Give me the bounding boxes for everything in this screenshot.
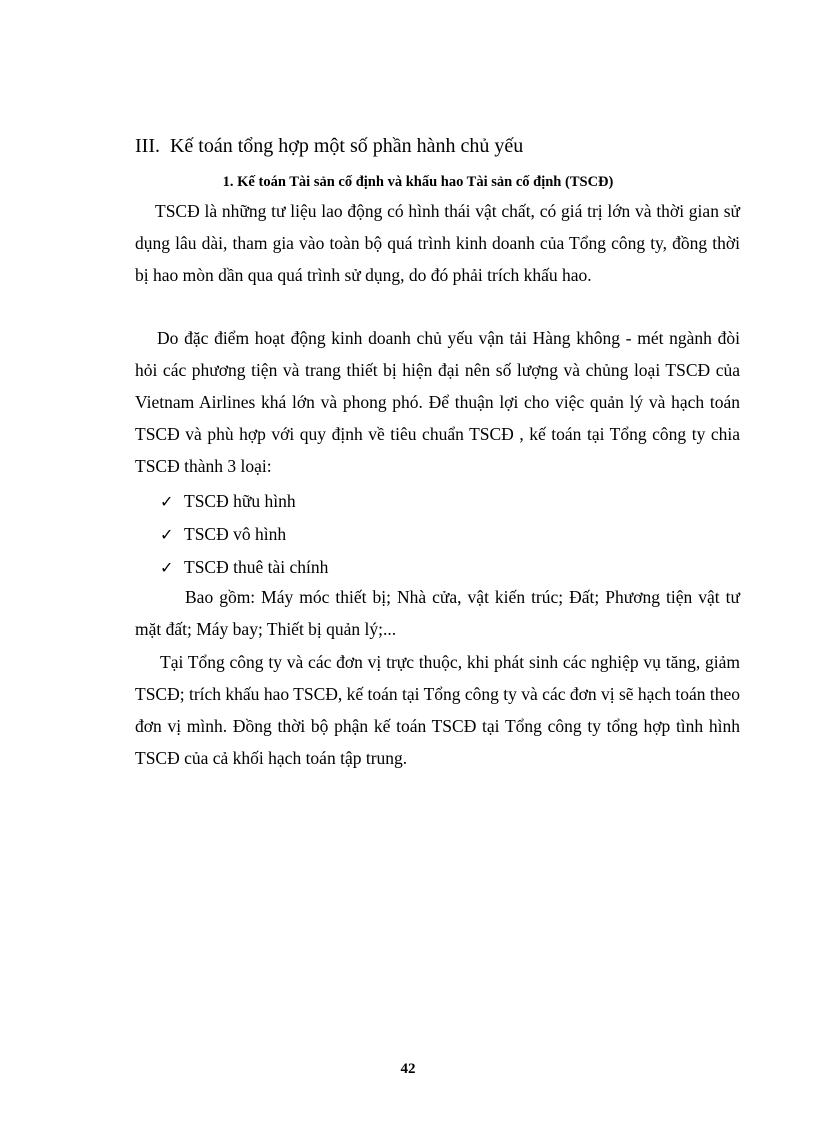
subsection-title: 1. Kế toán Tài sản cố định và khấu hao Tài sản cố định (TSCĐ) — [222, 174, 614, 190]
list-item — [160, 551, 328, 584]
list-item-label: TSCĐ vô hình — [184, 524, 287, 544]
section-number: III. — [135, 135, 160, 157]
list-item-label: TSCĐ hữu hình — [184, 491, 296, 511]
subsection-heading — [0, 172, 816, 192]
check-icon: ✓ — [160, 558, 174, 577]
list-item-label: TSCĐ thuê tài chính — [184, 557, 329, 577]
paragraph-tscd-definition: TSCĐ là những tư liệu lao động có hình thái vật chất, có giá trị lớn và thời gian sử dụng lâu dài, tham gia vào toàn bộ quá trình kinh doanh của Tổng công ty, đồng thời bị hao mòn dần qua quá trình sử dụng, do đó phải trích khấu hao. — [135, 201, 740, 285]
page-number: 42 — [400, 1061, 416, 1077]
paragraph-tscd-classification: Do đặc điểm hoạt động kinh doanh chủ yếu vận tải Hàng không - mét ngành đòi hỏi các phương tiện và trang thiết bị hiện đại nên số lượng và chủng loại TSCĐ của Vietnam Airlines khá lớn và phong phó. Để thuận lợi cho việc quản lý và hạch toán TSCĐ và phù hợp với quy định về tiêu chuẩn TSCĐ , kế toán tại Tổng công ty chia TSCĐ thành 3 loại: — [135, 328, 740, 476]
check-icon: ✓ — [160, 492, 174, 511]
list-item — [160, 518, 328, 551]
paragraph-tscd-accounting: Tại Tổng công ty và các đơn vị trực thuộc, khi phát sinh các nghiệp vụ tăng, giảm TSCĐ; trích khấu hao TSCĐ, kế toán tại Tổng công ty và các đơn vị sẽ hạch toán theo đơn vị mình. Đồng thời bộ phận kế toán TSCĐ tại Tổng công ty tổng hợp tình hình TSCĐ của cả khối hạch toán tập trung. — [135, 652, 740, 768]
paragraph-tscd-includes: Bao gồm: Máy móc thiết bị; Nhà cửa, vật kiến trúc; Đất; Phương tiện vật tư mặt đất; Máy bay; Thiết bị quản lý;... — [135, 587, 740, 639]
tscd-type-list — [160, 485, 328, 584]
section-heading — [135, 133, 523, 159]
check-icon: ✓ — [160, 525, 174, 544]
section-title: Kế toán tổng hợp một số phần hành chủ yếu — [169, 135, 524, 157]
list-item — [160, 485, 328, 518]
